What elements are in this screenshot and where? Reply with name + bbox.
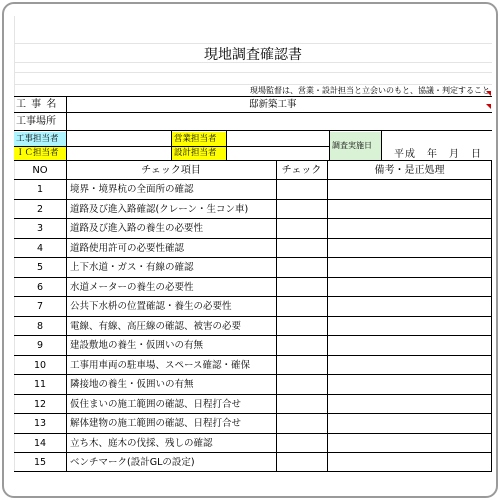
survey-sheet	[14, 16, 492, 472]
row-remarks-cell[interactable]	[331, 263, 489, 275]
instruction-note: 現場監督は、営業・設計担当と立会いのもと、協議・判定すること	[250, 86, 490, 95]
header-border	[381, 130, 382, 160]
survey-date-label: 調査実施日	[332, 141, 372, 150]
row-border	[14, 316, 492, 317]
row-item-text: 隣接地の養生・仮囲いの有無	[70, 379, 194, 390]
gridline	[14, 72, 492, 73]
row-remarks-cell[interactable]	[331, 205, 489, 217]
row-border	[14, 199, 492, 200]
project-name-label: 工 事 名	[16, 99, 58, 110]
row-no: 15	[33, 457, 47, 468]
row-check-cell[interactable]	[279, 224, 325, 236]
row-check-cell[interactable]	[279, 302, 325, 314]
row-remarks-cell[interactable]	[331, 400, 489, 412]
construction-staff-label: 工事担当者	[16, 134, 59, 144]
row-remarks-cell[interactable]	[331, 341, 489, 353]
row-check-cell[interactable]	[279, 400, 325, 412]
header-border	[14, 96, 492, 97]
row-check-cell[interactable]	[279, 458, 325, 470]
screenshot-frame	[2, 2, 498, 498]
gridline	[14, 84, 492, 85]
row-no: 14	[33, 437, 47, 449]
table-border	[14, 179, 492, 180]
row-no: 10	[33, 359, 47, 371]
row-item-text: 上下水道・ガス・有線の確認	[70, 262, 194, 273]
row-no: 9	[36, 340, 44, 351]
row-remarks-cell[interactable]	[331, 224, 489, 236]
row-item-text: 道路及び進入路の養生の必要性	[70, 223, 204, 234]
header-border	[14, 130, 492, 131]
row-no: 6	[36, 281, 44, 293]
project-site-label: 工事場所	[16, 116, 56, 127]
row-border	[14, 277, 492, 278]
row-remarks-cell[interactable]	[331, 419, 489, 431]
row-check-cell[interactable]	[279, 380, 325, 392]
row-no: 8	[36, 320, 44, 332]
row-no: 5	[36, 262, 44, 273]
gridline	[14, 43, 492, 44]
row-check-cell[interactable]	[279, 341, 325, 353]
row-remarks-cell[interactable]	[331, 283, 489, 295]
row-no: 12	[33, 398, 47, 410]
row-check-cell[interactable]	[279, 205, 325, 217]
row-no: 11	[33, 379, 47, 390]
row-no: 7	[36, 301, 44, 312]
row-remarks-cell[interactable]	[331, 380, 489, 392]
row-item-text: ベンチマーク(設計GLの設定)	[70, 457, 195, 468]
row-item-text: 建設敷地の養生・仮囲いの有無	[70, 340, 204, 351]
header-border	[171, 130, 172, 160]
row-remarks-cell[interactable]	[331, 439, 489, 451]
project-name-value[interactable]: 邸新築工事	[249, 99, 297, 110]
row-no: 1	[36, 184, 44, 195]
table-border	[14, 471, 492, 472]
row-check-cell[interactable]	[279, 244, 325, 256]
row-border	[14, 374, 492, 375]
header-border	[14, 112, 492, 113]
row-remarks-cell[interactable]	[331, 361, 489, 373]
col-item-header: チェック項目	[141, 165, 201, 176]
row-check-cell[interactable]	[279, 283, 325, 295]
row-item-text: 電線、有線、高圧線の確認、被害の必要	[70, 320, 242, 332]
header-border	[329, 130, 330, 160]
row-border	[14, 296, 492, 297]
row-check-cell[interactable]	[279, 419, 325, 431]
col-check-header: チェック	[281, 165, 322, 176]
row-item-text: 仮住まいの施工範囲の確認、日程打合せ	[70, 398, 242, 410]
row-no: 3	[36, 223, 44, 234]
form-title: 現地調査確認書	[204, 47, 302, 63]
row-check-cell[interactable]	[279, 361, 325, 373]
row-border	[14, 238, 492, 239]
row-remarks-cell[interactable]	[331, 322, 489, 334]
row-check-cell[interactable]	[279, 263, 325, 275]
row-check-cell[interactable]	[279, 322, 325, 334]
row-item-text: 境界・境界杭の全面所の確認	[70, 184, 194, 195]
survey-date-value[interactable]: 平成 年 月 日	[394, 149, 482, 160]
col-no-header: NO	[32, 165, 48, 176]
row-no: 4	[36, 242, 44, 254]
header-border	[14, 160, 492, 161]
row-border	[14, 452, 492, 453]
col-remarks-header: 備考・是正処理	[374, 165, 445, 176]
row-remarks-cell[interactable]	[331, 244, 489, 256]
row-border	[14, 335, 492, 336]
design-staff-label: 設計担当者	[174, 148, 217, 158]
row-no: 2	[36, 203, 44, 215]
row-item-text: 立ち木、庭木の伐採、残しの確認	[70, 437, 213, 449]
comment-marker	[486, 104, 491, 109]
row-border	[14, 355, 492, 356]
header-border	[226, 130, 227, 160]
row-border	[14, 394, 492, 395]
row-check-cell[interactable]	[279, 439, 325, 451]
row-item-text: 道路及び進入路確認(クレーン・生コン車)	[70, 203, 249, 215]
row-item-text: 水道メーターの養生の必要性	[70, 281, 194, 293]
row-item-text: 道路使用許可の必要性確認	[70, 242, 185, 254]
row-check-cell[interactable]	[279, 185, 325, 197]
ic-staff-label: ＩＣ担当者	[16, 148, 59, 158]
row-no: 13	[33, 418, 47, 429]
row-border	[14, 413, 492, 414]
sales-staff-label: 営業担当者	[174, 134, 217, 144]
row-item-text: 解体建物の施工範囲の確認、日程打合せ	[70, 418, 242, 429]
row-remarks-cell[interactable]	[331, 302, 489, 314]
row-remarks-cell[interactable]	[331, 458, 489, 470]
header-border	[66, 96, 67, 160]
row-border	[14, 433, 492, 434]
row-remarks-cell[interactable]	[331, 185, 489, 197]
row-item-text: 公共下水枡の位置確認・養生の必要性	[70, 301, 232, 312]
row-border	[14, 257, 492, 258]
row-border	[14, 218, 492, 219]
row-item-text: 工事用車両の駐車場、スペース確認・確保	[70, 359, 251, 371]
